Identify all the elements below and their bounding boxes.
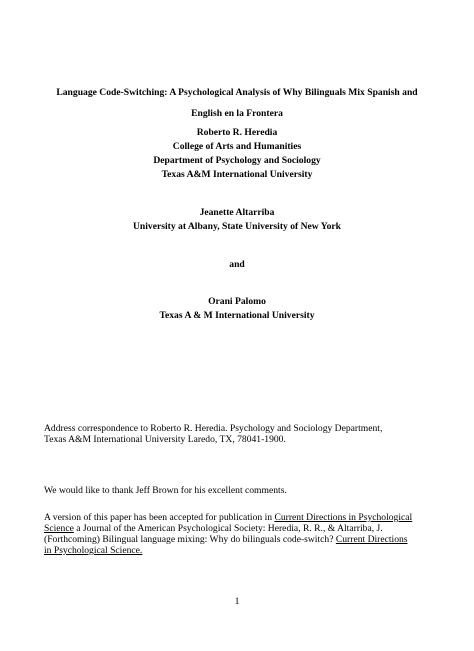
- note-line-1: [44, 512, 444, 523]
- paper-title-line-2: English en la Frontera: [191, 108, 283, 119]
- conjunction-and: and: [229, 259, 245, 270]
- acknowledgment: [44, 485, 444, 496]
- address-line-1: Address correspondence to Roberto R. Heredia. Psychology and Sociology Department,: [44, 423, 383, 434]
- acknowledgment-text: We would like to thank Jeff Brown for his excellent comments.: [44, 485, 287, 496]
- author-name-3: Orani Palomo: [208, 296, 266, 307]
- note-line-2: [44, 523, 444, 534]
- author-name-2: Jeanette Altarriba: [199, 207, 275, 218]
- note-line-3-text: (Forthcoming) Bilingual language mixing: Why do bilinguals code-switch?: [44, 534, 336, 545]
- note-line-2-text: a Journal of the American Psychological Society: Heredia, R. R., & Altarriba, J.: [73, 523, 383, 534]
- journal-link-2-cont[interactable]: in Psychological Science.: [44, 545, 143, 556]
- journal-link-1[interactable]: Current Directions in Psychological: [274, 512, 413, 523]
- page-number: 1: [234, 596, 240, 607]
- note-line-3: [44, 534, 444, 545]
- author-name-1: Roberto R. Heredia: [196, 127, 278, 138]
- publication-note: [44, 512, 444, 556]
- address-line-2: Texas A&M International University Laredo, TX, 78041-1900.: [44, 434, 286, 445]
- note-line-1-text: A version of this paper has been accepted for publication in: [44, 512, 275, 523]
- note-line-4: [44, 545, 444, 556]
- author-affiliation-3: Texas A & M International University: [159, 310, 315, 321]
- author-affiliation-1b: Department of Psychology and Sociology: [153, 155, 321, 166]
- correspondence-address: [44, 423, 444, 445]
- paper-title-line-1: Language Code-Switching: A Psychological Analysis of Why Bilinguals Mix Spanish and: [56, 87, 418, 98]
- author-affiliation-1c: Texas A&M International University: [161, 169, 313, 180]
- author-affiliation-1a: College of Arts and Humanities: [172, 141, 302, 152]
- author-affiliation-2: University at Albany, State University of New York: [132, 221, 342, 232]
- journal-link-1-cont[interactable]: Science: [44, 523, 74, 534]
- journal-link-2[interactable]: Current Directions: [335, 534, 408, 545]
